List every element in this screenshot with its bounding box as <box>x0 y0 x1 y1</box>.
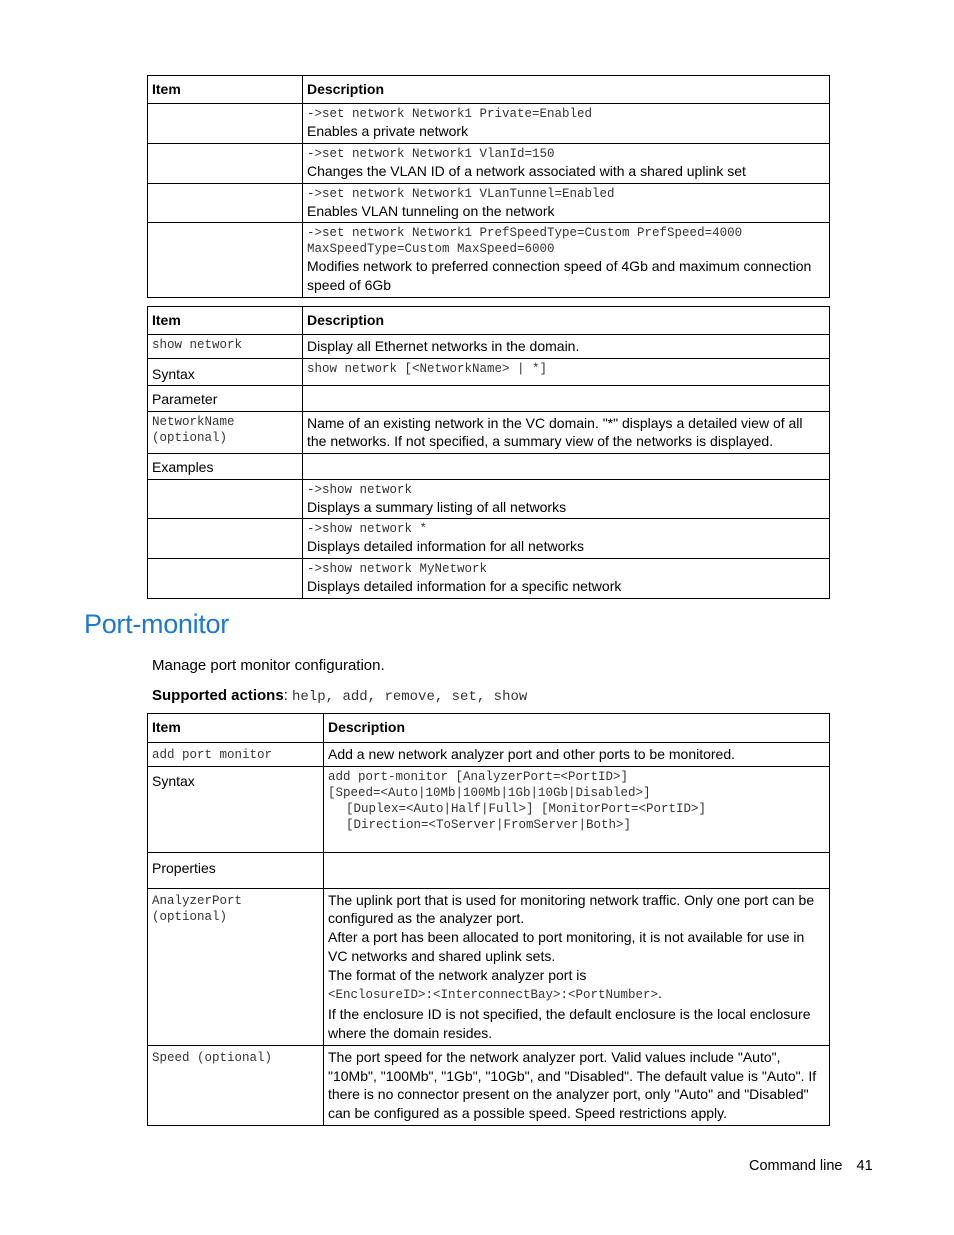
description-cell <box>303 104 830 144</box>
section-title: Port-monitor <box>84 609 229 639</box>
command-description: Add a new network analyzer port and other ports to be monitored. <box>324 743 830 767</box>
header-item: Item <box>148 714 324 743</box>
command-name: add port monitor <box>148 743 324 767</box>
property-name: Speed (optional) <box>148 1045 324 1125</box>
command-text: ->show network MyNetwork <box>307 562 488 577</box>
parameter-row <box>148 411 830 454</box>
parameter-name: NetworkName (optional) <box>148 411 303 454</box>
empty-cell <box>324 852 830 888</box>
header-item: Item <box>148 76 303 104</box>
header-description: Description <box>303 307 830 335</box>
description-text: Changes the VLAN ID of a network associated with a shared uplink set <box>307 162 746 179</box>
command-text: ->set network Network1 VlanId=150 <box>307 146 555 161</box>
command-row <box>148 743 830 767</box>
command-text: ->set network Network1 VLanTunnel=Enabled <box>307 186 615 201</box>
command-text: ->show network <box>307 482 413 497</box>
item-cell <box>148 223 303 298</box>
supported-actions-values: help, add, remove, set, show <box>292 689 528 705</box>
table-row <box>148 143 830 183</box>
command-description: Display all Ethernet networks in the domain. <box>303 335 830 359</box>
property-row <box>148 888 830 1045</box>
syntax-value: show network [<NetworkName> | *] <box>303 358 830 386</box>
description-text: Enables VLAN tunneling on the network <box>307 202 555 219</box>
description-text: Modifies network to preferred connection speed of 4Gb and maximum connection speed of 6Gb <box>307 258 812 294</box>
description-text: Displays a summary listing of all networks <box>307 498 567 515</box>
example-row <box>148 479 830 519</box>
empty-cell <box>148 519 303 559</box>
empty-cell <box>148 559 303 599</box>
property-row <box>148 1045 830 1125</box>
port-monitor-table <box>147 713 830 1126</box>
example-cell <box>303 559 830 599</box>
property-description: The uplink port that is used for monitoring network traffic. Only one port can be configured as the analyzer port. After a port has been allocated to port monitoring, it is not available for use in VC networks and shared uplink sets. The format of the network analyzer port is <EnclosureID>:<InterconnectBay>:<PortNumber>. If the enclosure ID is not specified, the default enclosure is the local enclosure where the domain resides. <box>324 888 830 1045</box>
parameter-description: Name of an existing network in the VC domain. "*" displays a detailed view of all the networks. If not specified, a summary view of the networks is displayed. <box>303 411 830 454</box>
examples-label: Examples <box>148 454 303 480</box>
example-row <box>148 559 830 599</box>
header-description: Description <box>324 714 830 743</box>
command-text: ->show network * <box>307 522 428 537</box>
empty-cell <box>148 479 303 519</box>
command-text: ->set network Network1 Private=Enabled <box>307 107 593 121</box>
table-row <box>148 104 830 144</box>
table-header-row <box>148 307 830 335</box>
example-cell <box>303 519 830 559</box>
item-cell <box>148 143 303 183</box>
syntax-row <box>148 766 830 852</box>
description-text: Displays detailed information for all networks <box>307 538 585 555</box>
network-set-examples-table <box>147 75 830 298</box>
description-cell <box>303 223 830 298</box>
examples-header-row <box>148 454 830 480</box>
parameter-label: Parameter <box>148 386 303 412</box>
command-name: show network <box>148 335 303 359</box>
header-description: Description <box>303 76 830 104</box>
parameter-header-row <box>148 386 830 412</box>
properties-label: Properties <box>148 852 324 888</box>
syntax-row <box>148 358 830 386</box>
header-item: Item <box>148 307 303 335</box>
table-row <box>148 223 830 298</box>
syntax-label: Syntax <box>148 766 324 852</box>
show-network-table <box>147 306 830 599</box>
supported-actions-label: Supported actions <box>152 687 284 704</box>
supported-actions-separator: : <box>283 687 293 704</box>
command-text: MaxSpeedType=Custom MaxSpeed=6000 <box>307 242 555 257</box>
section-intro: Manage port monitor configuration. <box>152 657 385 674</box>
description-cell <box>303 183 830 223</box>
syntax-value: add port-monitor [AnalyzerPort=<PortID>] [Speed=<Auto|10Mb|100Mb|1Gb|10Gb|Disabled>] [Duplex=<Auto|Half|Full>] [MonitorPort=<PortID>] [Direction=<ToServer|FromServer|Both>] <box>324 766 830 852</box>
table-header-row <box>148 76 830 104</box>
property-name: AnalyzerPort (optional) <box>148 888 324 1045</box>
properties-header-row <box>148 852 830 888</box>
description-text: Displays detailed information for a specific network <box>307 578 622 595</box>
example-cell <box>303 479 830 519</box>
item-cell <box>148 104 303 144</box>
footer-section: Command line <box>749 1158 843 1174</box>
page-footer <box>749 1158 873 1174</box>
description-cell <box>303 143 830 183</box>
supported-actions <box>152 687 527 705</box>
command-row <box>148 335 830 359</box>
empty-cell <box>303 386 830 412</box>
description-text: Enables a private network <box>307 123 469 139</box>
example-row <box>148 519 830 559</box>
page-number: 41 <box>856 1158 873 1174</box>
property-description: The port speed for the network analyzer port. Valid values include "Auto", "10Mb", "100Mb", "1Gb", "10Gb", and "Disabled". The default value is "Auto". If there is no connector present on the analyzer port, only "Auto" and "Disabled" can be configured as a possible speed. Speed restrictions apply. <box>324 1045 830 1125</box>
empty-cell <box>303 454 830 480</box>
table-row <box>148 183 830 223</box>
table-header-row <box>148 714 830 743</box>
command-text: ->set network Network1 PrefSpeedType=Custom PrefSpeed=4000 <box>307 226 743 241</box>
item-cell <box>148 183 303 223</box>
syntax-label: Syntax <box>148 358 303 386</box>
